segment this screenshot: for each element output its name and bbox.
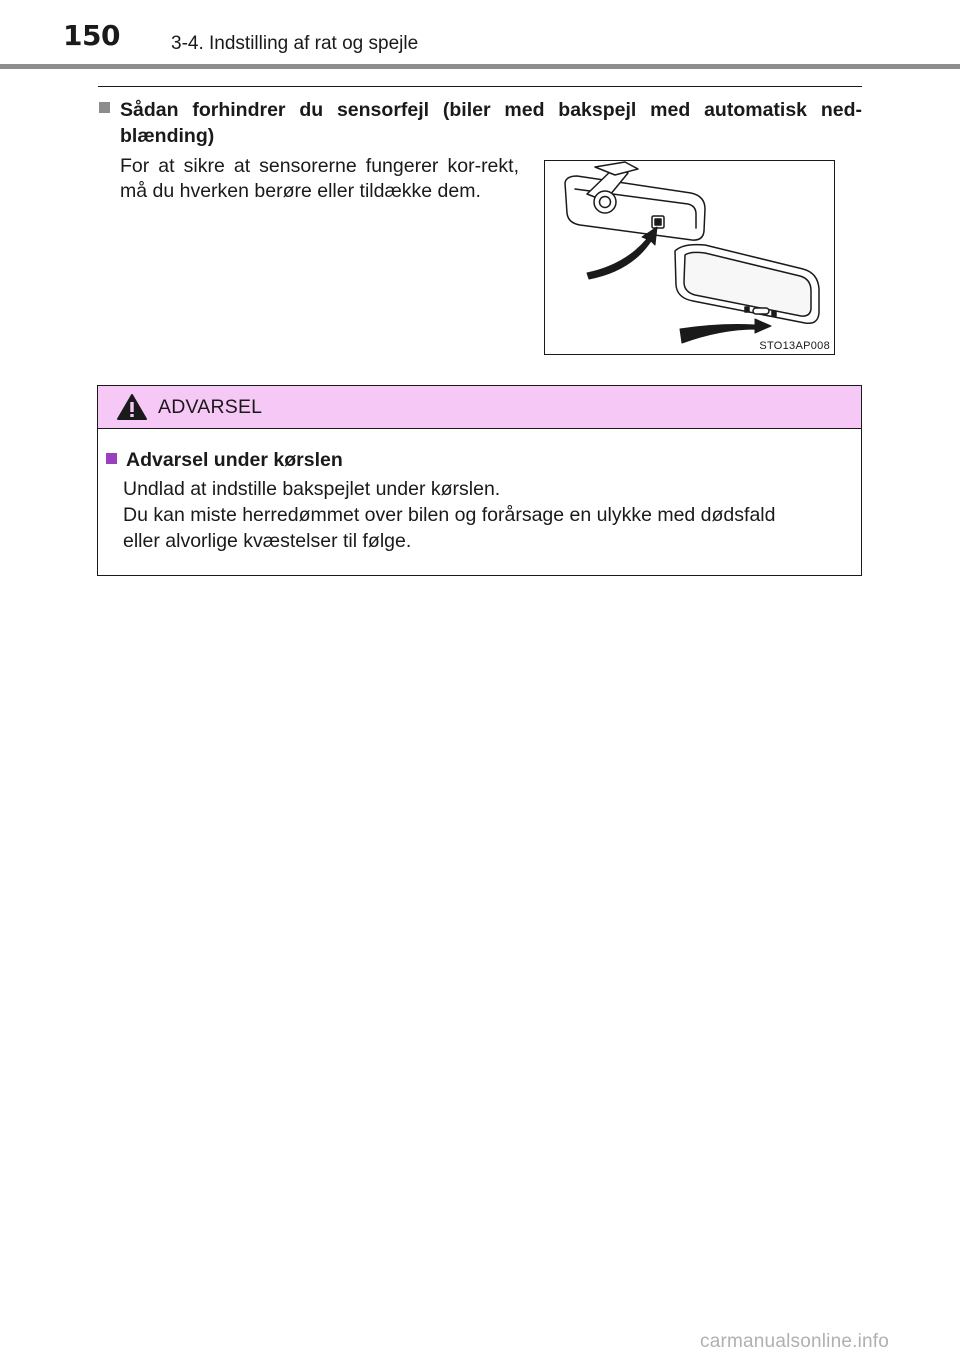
front-sensor-arrow: [680, 319, 771, 343]
warning-line: Du kan miste herredømmet over bilen og forårsage en ulykke med dødsfald: [123, 504, 776, 526]
body-paragraph: For at sikre at sensorerne fungerer kor-rekt, må du hverken berøre eller tildække dem.: [120, 155, 519, 202]
warning-line: eller alvorlige kvæstelser til følge.: [123, 530, 412, 552]
section-heading: Sådan forhindrer du sensorfejl (biler med bakspejl med automatisk ned-blænding): [120, 99, 862, 147]
warning-subheading: Advarsel under kørslen: [126, 449, 343, 471]
rear-sensor-arrow: [587, 227, 657, 279]
rearview-mirror-drawing: [545, 161, 835, 355]
warning-triangle-icon: [116, 393, 148, 421]
warning-box: [97, 385, 862, 576]
chapter-section-title: 3-4. Indstilling af rat og spejle: [171, 33, 419, 54]
warning-square-bullet: [106, 453, 117, 464]
header-rule: [0, 64, 960, 69]
front-indicator-left: [745, 307, 749, 312]
page-number: 150: [63, 19, 120, 52]
illustration-code: STO13AP008: [759, 340, 830, 352]
warning-title: ADVARSEL: [158, 396, 263, 418]
warning-header: [98, 386, 861, 429]
front-light-sensor: [753, 308, 769, 314]
front-indicator-right: [772, 311, 776, 316]
mirror-mount-bracket: [595, 162, 638, 175]
rear-light-sensor-lens: [655, 219, 661, 225]
warning-line: Undlad at indstille bakspejlet under kørslen.: [123, 478, 501, 500]
section-square-bullet: [99, 102, 110, 113]
mirror-ball-joint-inner: [600, 197, 611, 208]
watermark-link[interactable]: carmanualsonline.info: [700, 1331, 890, 1352]
mirror-back-body: [565, 176, 705, 240]
warning-text: [123, 476, 853, 554]
section-divider: [98, 86, 862, 87]
rearview-mirror-illustration: [544, 160, 835, 355]
